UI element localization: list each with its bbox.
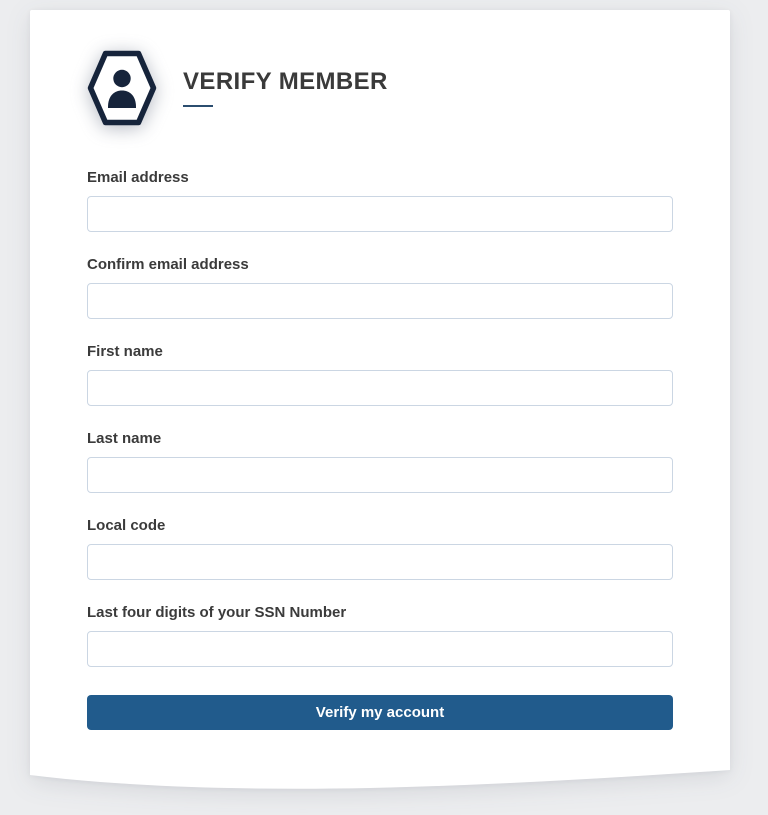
card-wave-bottom <box>30 754 730 794</box>
verify-member-card <box>30 10 730 794</box>
field-group-last-name <box>87 430 673 493</box>
last-name-input[interactable] <box>87 457 673 493</box>
field-group-local-code <box>87 517 673 580</box>
confirm-email-input[interactable] <box>87 283 673 319</box>
field-label: Email address <box>87 169 189 186</box>
field-label: Local code <box>87 517 166 534</box>
card-body <box>30 10 730 755</box>
field-group-email <box>87 169 673 232</box>
field-group-ssn-last4 <box>87 604 673 667</box>
title-block <box>183 69 388 107</box>
field-group-first-name <box>87 343 673 406</box>
hexagon-user-icon <box>87 50 157 126</box>
title-underline <box>183 105 213 107</box>
field-label: Confirm email address <box>87 256 249 273</box>
verify-member-form <box>87 169 673 730</box>
page-title: VERIFY MEMBER <box>183 67 388 95</box>
email-input[interactable] <box>87 196 673 232</box>
field-group-confirm-email <box>87 256 673 319</box>
brand-row <box>87 50 673 126</box>
local-code-input[interactable] <box>87 544 673 580</box>
first-name-input[interactable] <box>87 370 673 406</box>
field-label: Last four digits of your SSN Number <box>87 604 347 621</box>
ssn-last4-input[interactable] <box>87 631 673 667</box>
verify-account-button[interactable]: Verify my account <box>87 695 673 730</box>
field-label: Last name <box>87 430 162 447</box>
field-label: First name <box>87 343 163 360</box>
